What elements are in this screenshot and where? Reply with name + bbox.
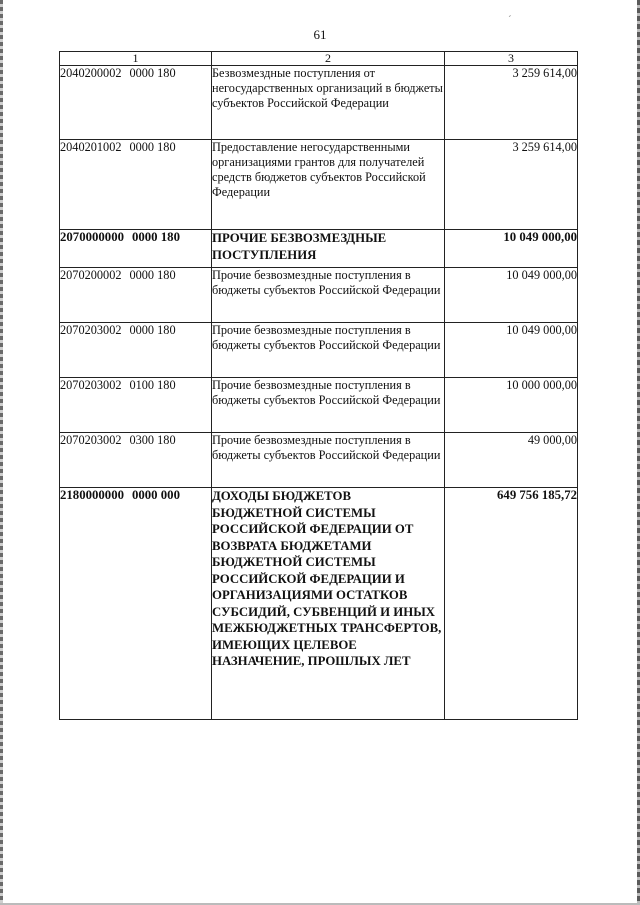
row-code <box>60 140 212 230</box>
subcode: 0000 <box>129 66 155 80</box>
row-amount: 49 000,00 <box>445 433 578 488</box>
subcode: 0000 <box>131 488 158 502</box>
row-amount: 10 000 000,00 <box>445 378 578 433</box>
budget-code: 2070203002 <box>60 433 122 447</box>
row-name: Прочие безвозмездные поступления в бюджеты субъектов Российской Федерации <box>212 323 445 378</box>
kind-code: 180 <box>157 140 176 154</box>
budget-code: 2040200002 <box>60 66 122 80</box>
row-amount: 3 259 614,00 <box>445 140 578 230</box>
budget-code: 2070000000 <box>60 230 124 244</box>
row-amount: 649 756 185,72 <box>445 488 578 720</box>
subcode: 0300 <box>129 433 155 447</box>
kind-code: 180 <box>157 323 176 337</box>
page-number: 61 <box>313 27 327 42</box>
subcode: 0000 <box>129 140 155 154</box>
kind-code: 180 <box>160 230 180 244</box>
row-name: Предоставление негосударственными организациями грантов для получателей средств бюджетов субъектов Российской Федерации <box>212 140 445 230</box>
row-code <box>60 433 212 488</box>
subcode: 0000 <box>129 268 155 282</box>
row-code <box>60 230 212 268</box>
table-row <box>60 268 578 323</box>
revenue-table <box>59 51 578 720</box>
kind-code: 180 <box>157 268 176 282</box>
budget-code: 2180000000 <box>60 488 124 502</box>
table-row <box>60 230 578 268</box>
row-name: ПРОЧИЕ БЕЗВОЗМЕЗДНЫЕ ПОСТУПЛЕНИЯ <box>212 230 445 268</box>
subcode: 0000 <box>131 230 158 244</box>
scan-edge-left <box>0 0 3 905</box>
row-name: Прочие безвозмездные поступления в бюджеты субъектов Российской Федерации <box>212 378 445 433</box>
kind-code: 000 <box>160 488 180 502</box>
header-col-3: 3 <box>445 52 578 66</box>
table-header-row <box>60 52 578 66</box>
table-row <box>60 66 578 140</box>
row-amount: 10 049 000,00 <box>445 323 578 378</box>
table-row <box>60 433 578 488</box>
row-code <box>60 268 212 323</box>
row-name: ДОХОДЫ БЮДЖЕТОВ БЮДЖЕТНОЙ СИСТЕМЫ РОССИЙСКОЙ ФЕДЕРАЦИИ ОТ ВОЗВРАТА БЮДЖЕТАМИ БЮДЖЕТНОЙ СИСТЕМЫ РОССИЙСКОЙ ФЕДЕРАЦИИ И ОРГАНИЗАЦИЯМИ ОСТАТКОВ СУБСИДИЙ, СУБВЕНЦИЙ И ИНЫХ МЕЖБЮДЖЕТНЫХ ТРАНСФЕРТОВ, ИМЕЮЩИХ ЦЕЛЕВОЕ НАЗНАЧЕНИЕ, ПРОШЛЫХ ЛЕТ <box>212 488 445 720</box>
header-col-1: 1 <box>60 52 212 66</box>
row-code <box>60 66 212 140</box>
budget-code: 2070203002 <box>60 323 122 337</box>
row-code <box>60 488 212 720</box>
row-amount: 10 049 000,00 <box>445 268 578 323</box>
kind-code: 180 <box>157 433 176 447</box>
kind-code: 180 <box>157 378 176 392</box>
subcode: 0000 <box>129 323 155 337</box>
header-col-2: 2 <box>212 52 445 66</box>
table-row <box>60 378 578 433</box>
scan-mark: ˊ <box>508 14 512 26</box>
budget-code: 2070203002 <box>60 378 122 392</box>
row-code <box>60 378 212 433</box>
kind-code: 180 <box>157 66 176 80</box>
subcode: 0100 <box>129 378 155 392</box>
budget-code: 2070200002 <box>60 268 122 282</box>
row-amount: 10 049 000,00 <box>445 230 578 268</box>
row-name: Безвозмездные поступления от негосударственных организаций в бюджеты субъектов Российской Федерации <box>212 66 445 140</box>
row-name: Прочие безвозмездные поступления в бюджеты субъектов Российской Федерации <box>212 268 445 323</box>
row-amount: 3 259 614,00 <box>445 66 578 140</box>
budget-code: 2040201002 <box>60 140 122 154</box>
table-row <box>60 488 578 720</box>
table-row <box>60 140 578 230</box>
row-code <box>60 323 212 378</box>
table-row <box>60 323 578 378</box>
row-name: Прочие безвозмездные поступления в бюджеты субъектов Российской Федерации <box>212 433 445 488</box>
